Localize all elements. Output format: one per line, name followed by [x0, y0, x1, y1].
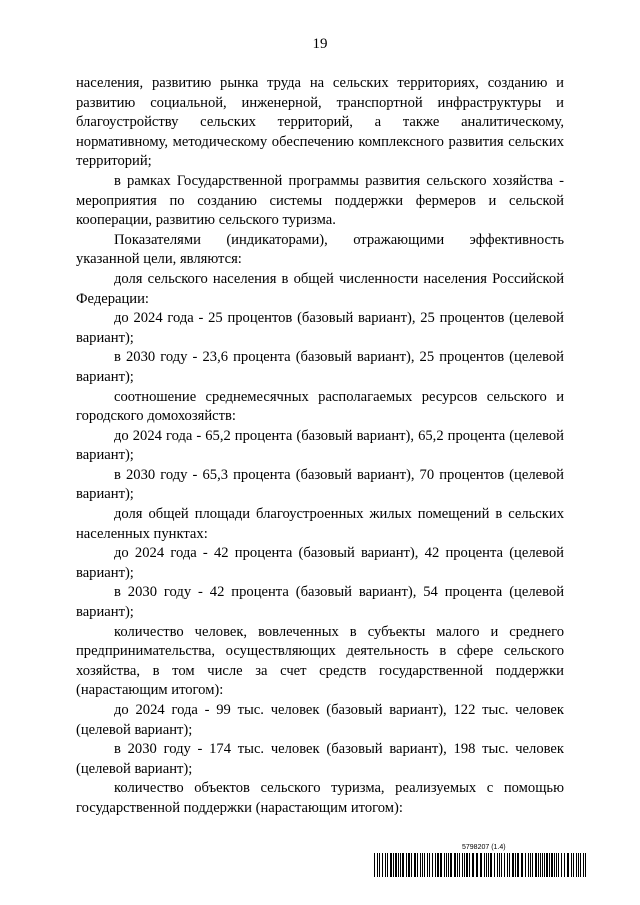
paragraph: в 2030 году - 174 тыс. человек (базовый вариант), 198 тыс. человек (целевой вариант);: [76, 741, 564, 777]
paragraph: до 2024 года - 65,2 процента (базовый вариант), 65,2 процента (целевой вариант);: [76, 427, 564, 464]
paragraph: соотношение среднемесячных располагаемых ресурсов сельского и городского домохозяйств:: [76, 388, 564, 425]
document-code: 5798207 (1.4): [462, 844, 506, 851]
paragraph: населения, развитию рынка труда на сельских территориях, созданию и развитию социальной, инженерной, транспортной инфраструктуры и благоустройству сельских территорий, а также аналитическому, нормативному, методическому обеспечению комплексного развития сельских территорий;: [76, 75, 564, 170]
barcode-image: [374, 853, 586, 877]
paragraph: до 2024 года - 25 процентов (базовый вариант), 25 процентов (целевой вариант);: [76, 310, 564, 346]
paragraph: в 2030 году - 42 процента (базовый вариант), 54 процента (целевой вариант);: [76, 584, 564, 621]
page-number: 19: [312, 36, 328, 52]
paragraph: количество человек, вовлеченных в субъекты малого и среднего предпринимательства, осуществляющих деятельность в сфере сельского хозяйства, в том числе за счет средств государственной поддержки (нарастающим итогом):: [76, 623, 564, 699]
paragraph: в 2030 году - 23,6 процента (базовый вариант), 25 процентов (целевой вариант);: [76, 349, 564, 385]
paragraph: доля общей площади благоустроенных жилых помещений в сельских населенных пунктах:: [76, 506, 564, 542]
paragraph: количество объектов сельского туризма, реализуемых с помощью государственной поддержки (нарастающим итогом):: [76, 780, 564, 816]
paragraph: до 2024 года - 42 процента (базовый вариант), 42 процента (целевой вариант);: [76, 545, 564, 581]
paragraph: доля сельского населения в общей численности населения Российской Федерации:: [76, 270, 564, 307]
document-body: [76, 74, 564, 819]
paragraph: в 2030 году - 65,3 процента (базовый вариант), 70 процентов (целевой вариант);: [76, 466, 564, 503]
paragraph: в рамках Государственной программы развития сельского хозяйства - мероприятия по созданию системы поддержки фермеров и сельской кооперации, развитию сельского туризма.: [76, 172, 564, 229]
paragraph: Показателями (индикаторами), отражающими эффективность указанной цели, являются:: [76, 231, 564, 268]
paragraph: до 2024 года - 99 тыс. человек (базовый вариант), 122 тыс. человек (целевой вариант);: [76, 702, 564, 738]
